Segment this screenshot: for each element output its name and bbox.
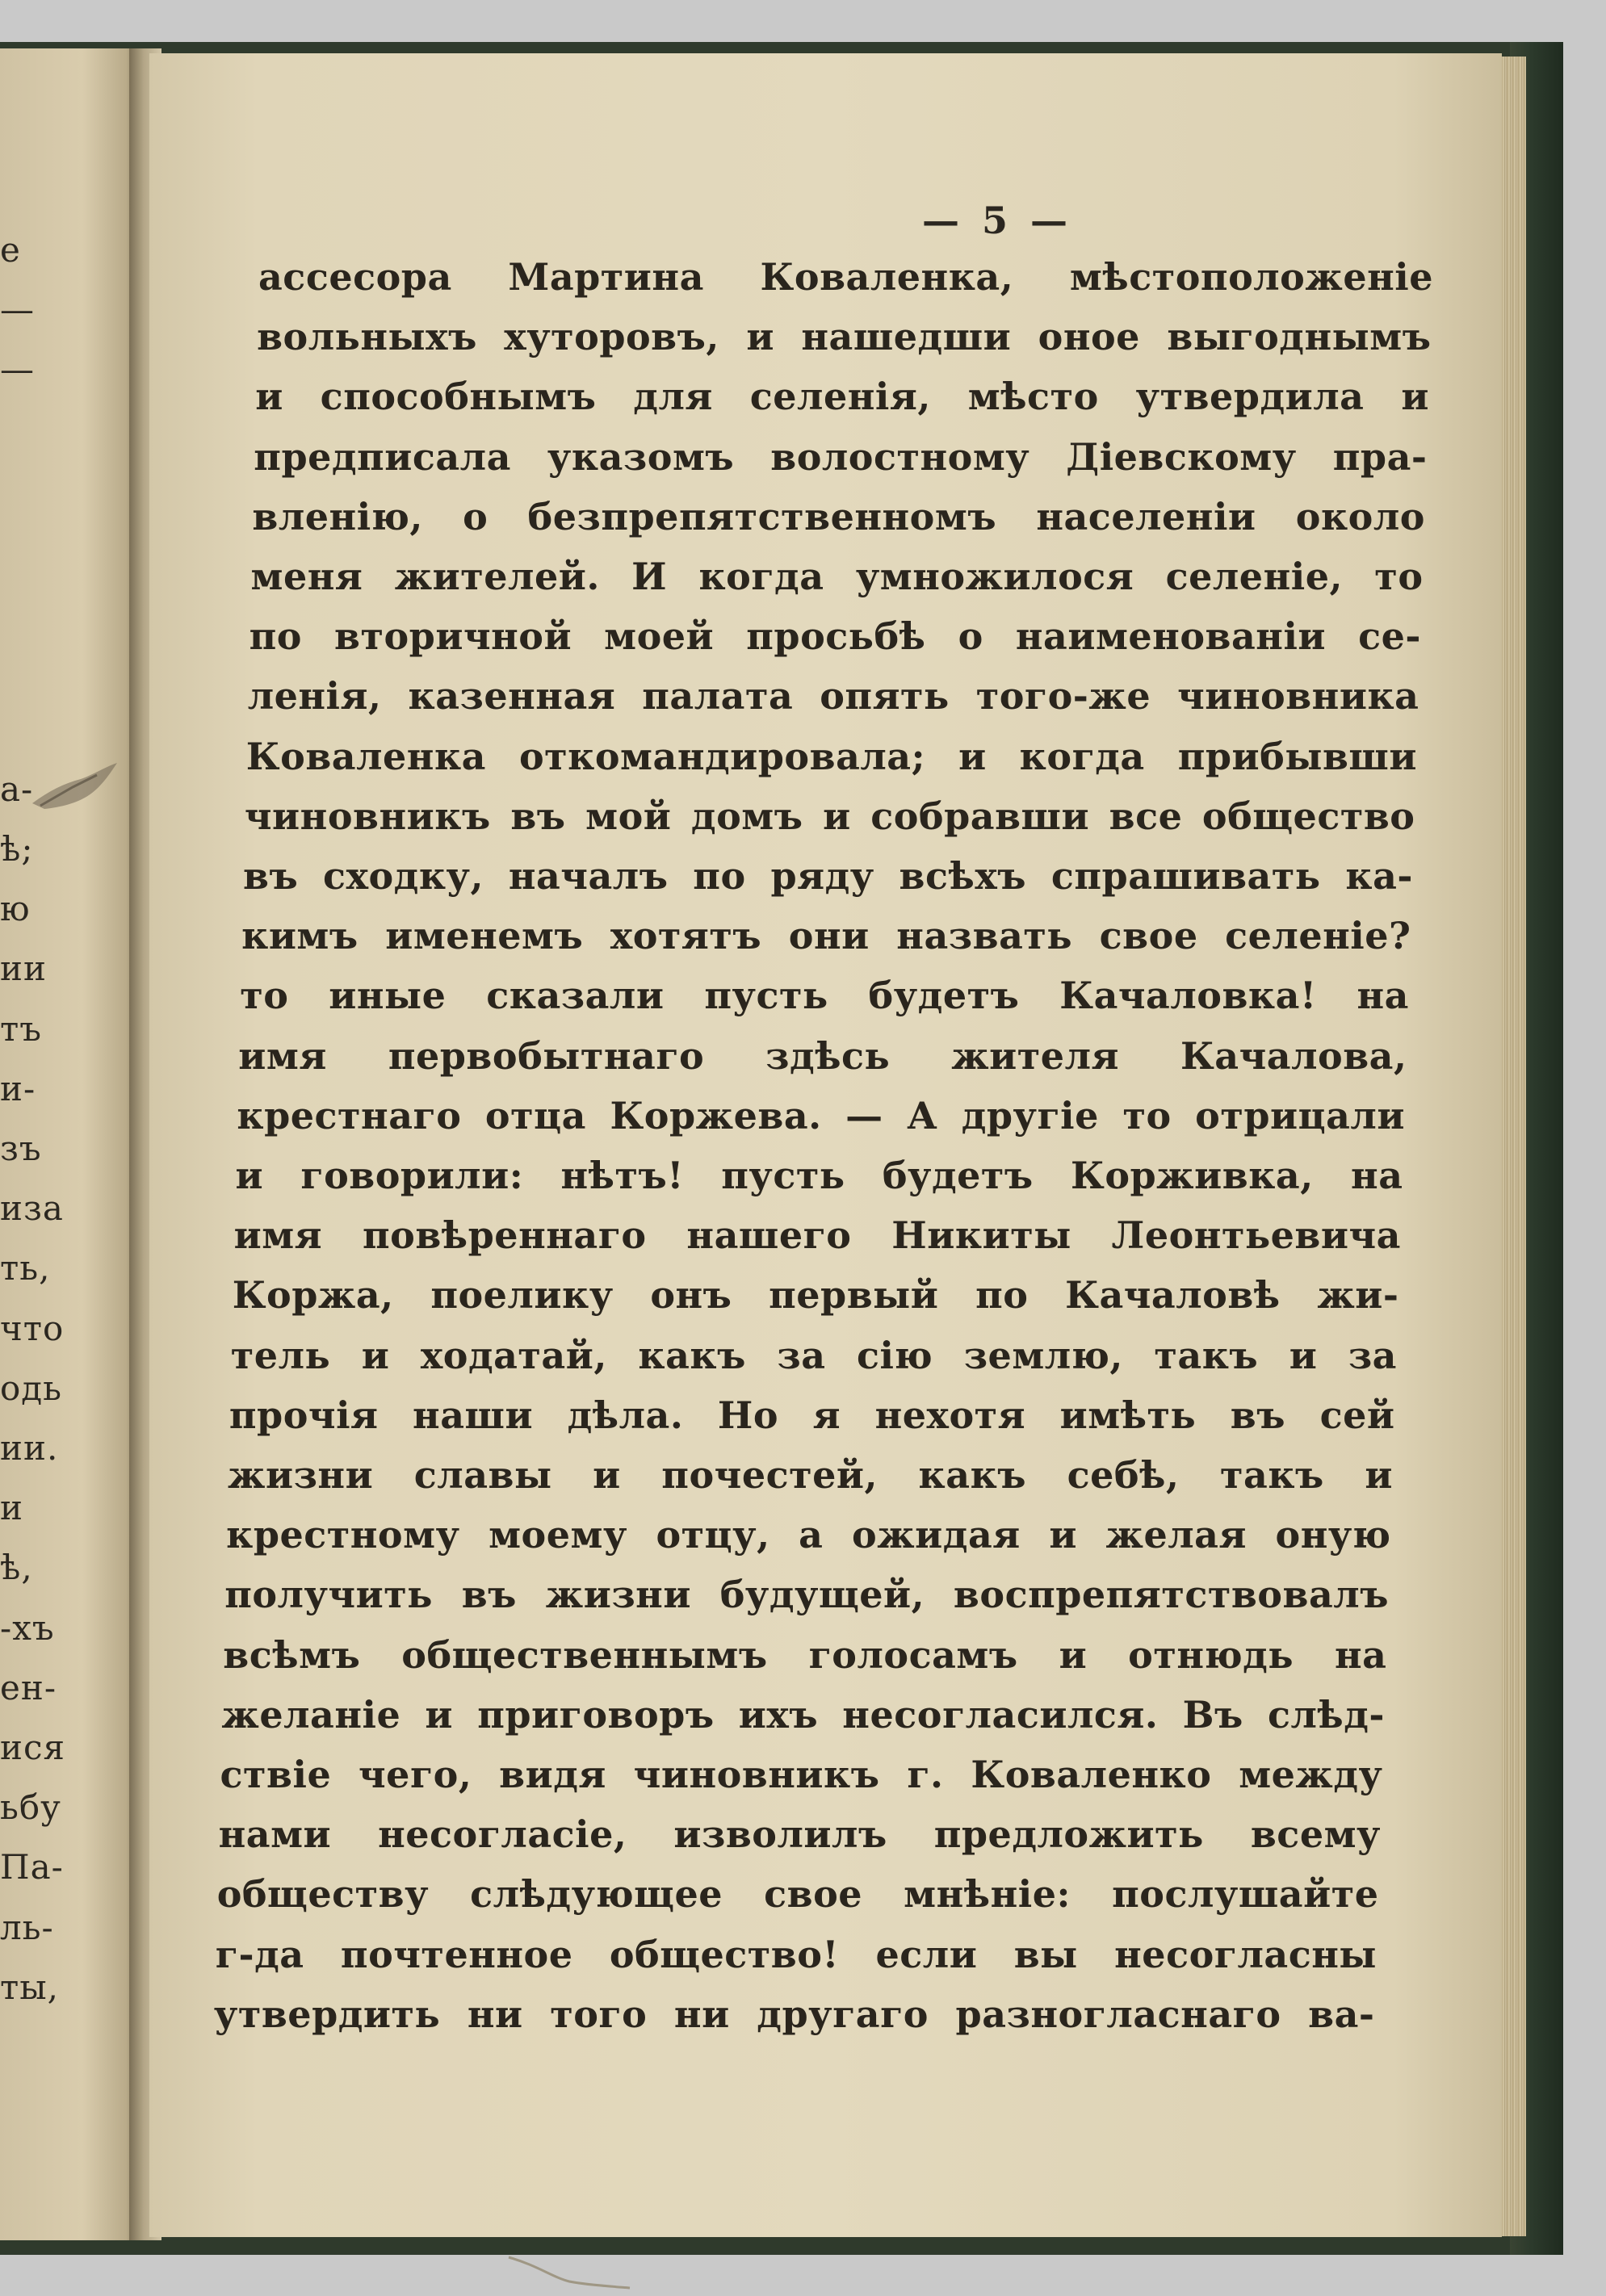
facing-line-fragment: что bbox=[0, 1308, 65, 1348]
text-line: по вторичной моей просьбѣ о наименованіи се- bbox=[249, 614, 1421, 659]
text-line: утвердить ни того ни другаго разногласнаго ва- bbox=[213, 1992, 1375, 2036]
text-line: всѣмъ общественнымъ голосамъ и отнюдь на bbox=[223, 1632, 1387, 1677]
text-line: вольныхъ хуторовъ, и нашедши оное выгоднымъ bbox=[257, 315, 1432, 359]
facing-line-fragment: -хъ bbox=[0, 1607, 55, 1648]
text-line: меня жителей. И когда умножилося селеніе, то bbox=[250, 555, 1424, 598]
facing-line-fragment: ль- bbox=[0, 1907, 54, 1947]
text-line: обществу слѣдующее свое мнѣніе: послушайте bbox=[216, 1872, 1379, 1917]
text-line: ствіе чего, видя чиновникъ г. Коваленко между bbox=[220, 1753, 1383, 1796]
facing-line-fragment: ю bbox=[0, 889, 31, 929]
facing-line-fragment: — bbox=[0, 350, 35, 390]
text-line: Коваленка откомандировала; и когда прибывши bbox=[245, 734, 1417, 778]
text-line: имя первобытнаго здѣсь жителя Качалова, bbox=[238, 1033, 1407, 1078]
text-line: крестному моему отцу, а ожидая и желая оную bbox=[226, 1513, 1391, 1557]
text-line: жизни славы и почестей, какъ себѣ, такъ и bbox=[228, 1453, 1393, 1497]
text-line: кимъ именемъ хотятъ они назвать свое селеніе? bbox=[241, 914, 1411, 958]
facing-line-fragment: тъ bbox=[0, 1008, 42, 1049]
text-line: и говорили: нѣтъ! пусть будетъ Корживка, на bbox=[235, 1154, 1403, 1197]
facing-line-fragment: иза bbox=[0, 1188, 64, 1229]
text-line: Коржа, поелику онъ первый по Качаловѣ жи- bbox=[232, 1273, 1399, 1318]
text-line: ассесора Мартина Коваленка, мѣстоположеніе bbox=[258, 255, 1433, 299]
text-line: въ сходку, началъ по ряду всѣхъ спрашивать ка- bbox=[243, 854, 1413, 898]
text-line: то иные сказали пусть будетъ Качаловка! на bbox=[240, 974, 1409, 1018]
facing-page bbox=[0, 48, 137, 2240]
text-line: имя повѣреннаго нашего Никиты Леонтьевича bbox=[233, 1213, 1401, 1258]
facing-line-fragment: одь bbox=[0, 1368, 63, 1408]
paper-crease bbox=[505, 2249, 634, 2290]
text-line: крестнаго отца Коржева. — А другіе то отрицали bbox=[237, 1093, 1405, 1138]
text-line: чиновникъ въ мой домъ и собравши все общество bbox=[244, 794, 1415, 838]
text-line: прочія наши дѣла. Но я нехотя имѣть въ сей bbox=[229, 1393, 1395, 1437]
text-line: и способнымъ для селенія, мѣсто утвердила и bbox=[255, 375, 1429, 419]
facing-line-fragment: ты, bbox=[0, 1967, 60, 2007]
facing-line-fragment: ть, bbox=[0, 1248, 51, 1288]
text-line: нами несогласіе, изволилъ предложить всему bbox=[218, 1812, 1381, 1857]
facing-line-fragment: ѣ; bbox=[0, 829, 34, 869]
facing-line-fragment: ѣ, bbox=[0, 1548, 33, 1588]
facing-line-fragment: ен- bbox=[0, 1667, 57, 1707]
facing-line-fragment: ии. bbox=[0, 1428, 59, 1468]
main-page bbox=[149, 53, 1502, 2237]
facing-line-fragment: ии bbox=[0, 949, 47, 989]
page-number: — 5 — bbox=[921, 199, 1073, 242]
text-line: предписала указомъ волостному Діевскому пра- bbox=[254, 434, 1428, 479]
ink-smudge bbox=[24, 759, 121, 815]
facing-line-fragment: зъ bbox=[0, 1129, 42, 1168]
facing-line-fragment: Па- bbox=[0, 1847, 64, 1887]
facing-line-fragment: а- bbox=[0, 769, 34, 809]
text-line: тель и ходатай, какъ за сію землю, такъ и за bbox=[230, 1333, 1397, 1377]
text-line: г-да почтенное общество! если вы несогласны bbox=[215, 1932, 1377, 1976]
text-line: получить въ жизни будущей, воспрепятствовалъ bbox=[224, 1573, 1389, 1617]
text-line: желаніе и приговоръ ихъ несогласился. Въ слѣд- bbox=[221, 1692, 1385, 1737]
text-line: вленію, о безпрепятственномъ населеніи около bbox=[252, 494, 1425, 538]
facing-line-fragment: ьбу bbox=[0, 1787, 61, 1828]
facing-line-fragment: ися bbox=[0, 1728, 66, 1767]
facing-line-fragment: е bbox=[0, 230, 21, 270]
facing-line-fragment: и bbox=[0, 1488, 23, 1528]
facing-line-fragment: и- bbox=[0, 1068, 36, 1108]
text-line: ленія, казенная палата опять того-же чиновника bbox=[247, 674, 1419, 719]
facing-line-fragment: — bbox=[0, 290, 35, 330]
